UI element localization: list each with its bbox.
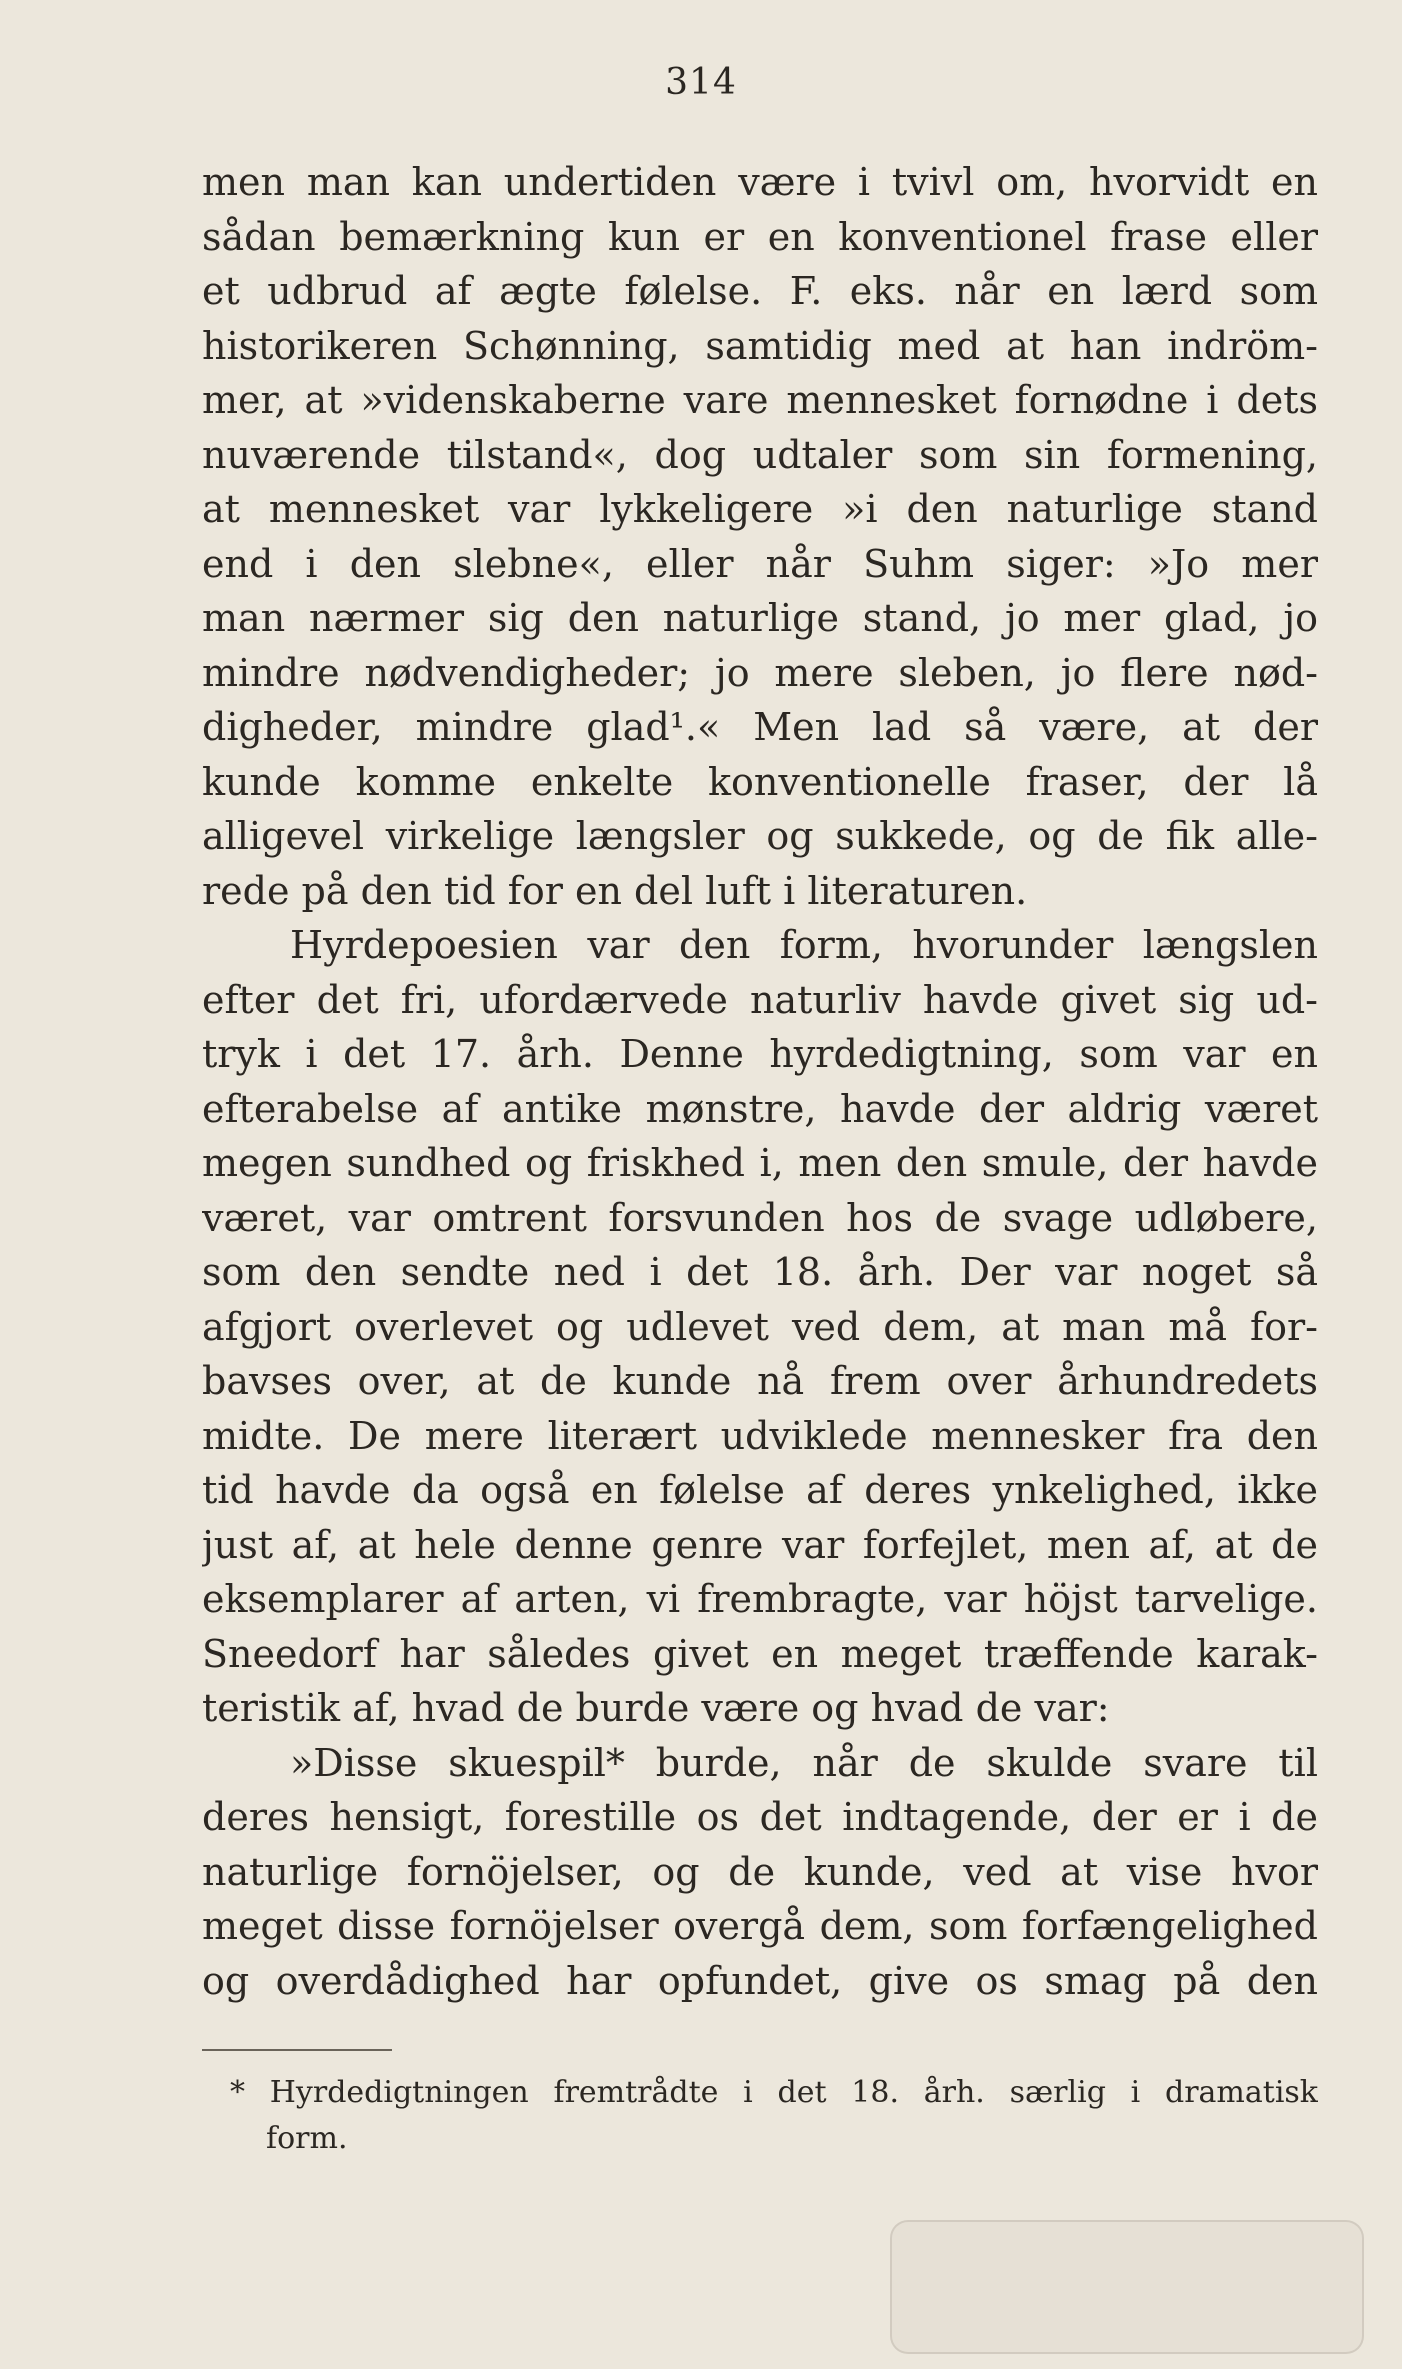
- text-line: megen sundhed og friskhed i, men den smule, der havde: [202, 1141, 1318, 1185]
- footnote-line: * Hyrdedigtningen fremtrådte i det 18. årh. særlig i dramatisk: [230, 2075, 1318, 2110]
- text-line: meget disse fornöjelser overgå dem, som forfængelighed: [202, 1904, 1318, 1948]
- text-line: og overdådighed har opfundet, give os smag på den: [202, 1958, 1318, 2003]
- text-line: end i den slebne«, eller når Suhm siger: »Jo mer: [202, 541, 1318, 586]
- text-line: afgjort overlevet og udlevet ved dem, at man må for-: [202, 1304, 1318, 1349]
- text-line: man nærmer sig den naturlige stand, jo mer glad, jo: [202, 596, 1318, 640]
- text-line: Sneedorf har således givet en meget træffende karak-: [202, 1631, 1318, 1676]
- footnote: [202, 2070, 1318, 2162]
- text-line: nuværende tilstand«, dog udtaler som sin formening,: [202, 432, 1318, 477]
- text-line: eksemplarer af arten, vi frembragte, var höjst tarvelige.: [202, 1577, 1318, 1621]
- text-line: deres hensigt, forestille os det indtagende, der er i de: [202, 1795, 1318, 1839]
- paper-stain: [890, 2220, 1364, 2354]
- text-line: digheder, mindre glad¹.« Men lad så være, at der: [202, 705, 1318, 749]
- text-line: sådan bemærkning kun er en konventionel frase eller: [202, 214, 1318, 259]
- text-line: historikeren Schønning, samtidig med at han indröm-: [202, 323, 1318, 368]
- text-line: men man kan undertiden være i tvivl om, hvorvidt en: [202, 160, 1318, 204]
- body-text: [202, 155, 1318, 2008]
- text-line: just af, at hele denne genre var forfejlet, men af, at de: [202, 1522, 1318, 1567]
- text-line: et udbrud af ægte følelse. F. eks. når en lærd som: [202, 269, 1318, 313]
- text-line: været, var omtrent forsvunden hos de svage udløbere,: [202, 1195, 1318, 1240]
- text-line: teristik af, hvad de burde være og hvad de var:: [202, 1686, 1110, 1730]
- text-line: naturlige fornöjelser, og de kunde, ved at vise hvor: [202, 1849, 1318, 1894]
- text-line: bavses over, at de kunde nå frem over århundredets: [202, 1359, 1318, 1403]
- text-line: tryk i det 17. årh. Denne hyrdedigtning, som var en: [202, 1032, 1318, 1076]
- text-line: efter det fri, ufordærvede naturliv havde givet sig ud-: [202, 977, 1318, 1022]
- text-line: alligevel virkelige længsler og sukkede, og de fik alle-: [202, 814, 1318, 858]
- text-line: som den sendte ned i det 18. årh. Der var noget så: [202, 1250, 1318, 1294]
- page-number: 314: [665, 62, 737, 103]
- text-line: mindre nødvendigheder; jo mere sleben, jo flere nød-: [202, 650, 1318, 695]
- footnote-line: form.: [266, 2121, 348, 2156]
- paragraph-start-line: Hyrdepoesien var den form, hvorunder længslen: [290, 923, 1318, 967]
- text-line: mer, at »videnskaberne vare mennesket fornødne i dets: [202, 378, 1318, 422]
- footnote-divider: [202, 2049, 392, 2051]
- text-line: efterabelse af antike mønstre, havde der aldrig været: [202, 1086, 1318, 1131]
- paragraph-start-line: »Disse skuespil* burde, når de skulde svare til: [290, 1740, 1318, 1785]
- text-line: tid havde da også en følelse af deres ynkelighed, ikke: [202, 1468, 1318, 1512]
- text-line: rede på den tid for en del luft i literaturen.: [202, 868, 1028, 913]
- text-line: at mennesket var lykkeligere »i den naturlige stand: [202, 487, 1318, 531]
- text-line: kunde komme enkelte konventionelle fraser, der lå: [202, 759, 1318, 804]
- text-line: midte. De mere literært udviklede mennesker fra den: [202, 1413, 1318, 1458]
